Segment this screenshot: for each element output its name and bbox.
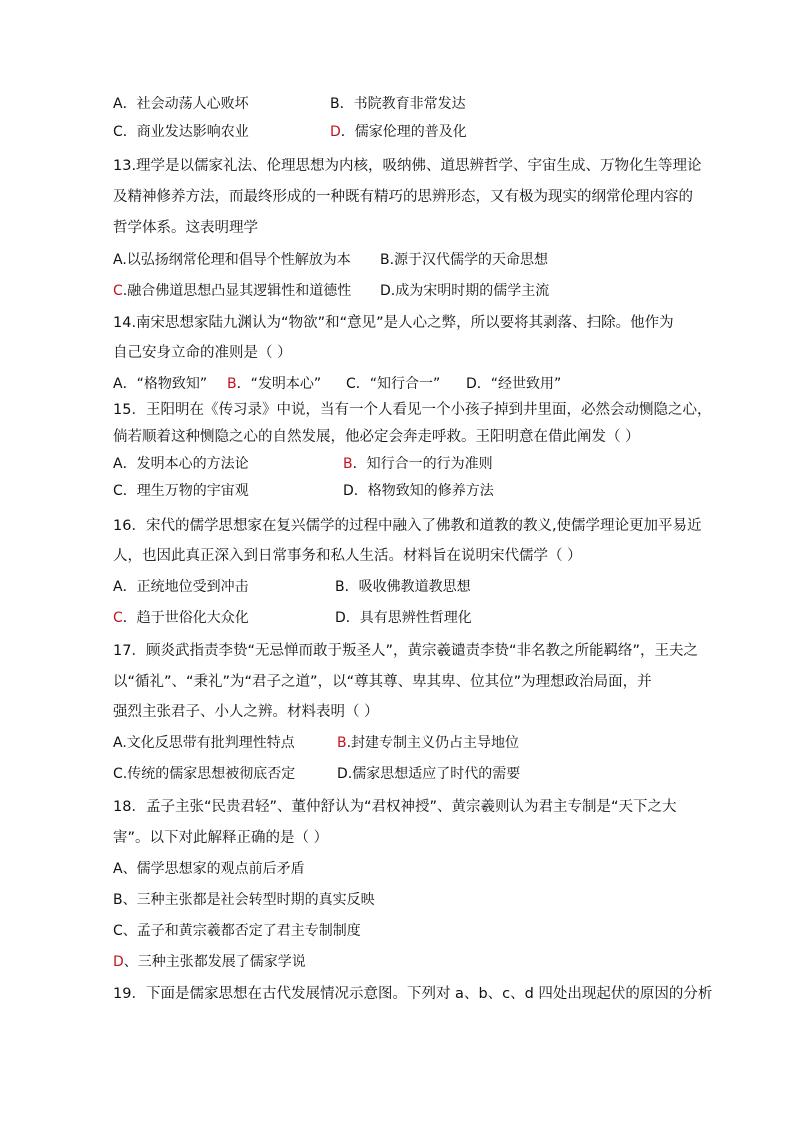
- q13-option-a: A.以弘扬纲常伦理和倡导个性解放为本: [113, 252, 351, 268]
- q16-option-b: B．吸收佛教道教思想: [335, 579, 471, 595]
- q14-option-d: D．“经世致用”: [466, 376, 562, 392]
- q18-stem-line-1: 18．孟子主张“民贵君轻”、董仲舒认为“君权神授”、黄宗羲则认为君主专制是“天下之大: [113, 799, 677, 815]
- q13-option-c: C.融合佛道思想凸显其逻辑性和道德性: [113, 283, 352, 299]
- q13-stem-line-3: 哲学体系。这表明理学: [113, 220, 258, 236]
- q14-stem-line-1: 14.南宋思想家陆九渊认为“物欲”和“意见”是人心之弊，所以要将其剥落、扫除。他作为: [113, 315, 674, 331]
- q13-stem-line-1: 13.理学是以儒家礼法、伦理思想为内核，吸纳佛、道思辨哲学、宇宙生成、万物化生等理论: [113, 158, 702, 174]
- q13-stem-line-2: 及精神修养方法，而最终形成的一种既有精巧的思辨形态，又有极为现实的纲常伦理内容的: [113, 189, 693, 205]
- q14-option-a: A．“格物致知”: [113, 376, 208, 392]
- answer-marker: C: [113, 283, 123, 299]
- q13-option-b: B.源于汉代儒学的天命思想: [380, 252, 549, 268]
- q19-stem-line-1: 19．下面是儒家思想在古代发展情况示意图。下列对 a、b、c、d 四处出现起伏的原因的分析: [113, 986, 713, 1002]
- q17-stem-line-1: 17．顾炎武指责李贽“无忌惮而敢于叛圣人”，黄宗羲谴责李贽“非名教之所能羁络”，王夫之: [113, 643, 698, 659]
- q16-option-a: A．正统地位受到冲击: [113, 579, 249, 595]
- q17-option-c: C.传统的儒家思想被彻底否定: [113, 766, 296, 782]
- q17-stem-line-2: 以“循礼”、“秉礼”为“君子之道”，以“尊其尊、卑其卑、位其位”为理想政治局面，并: [113, 674, 652, 690]
- answer-marker: B: [337, 735, 347, 751]
- q12-option-a: A．社会动荡人心败坏: [113, 96, 249, 112]
- q15-option-c: C．理生万物的宇宙观: [113, 483, 249, 499]
- q17-option-b: B.封建专制主义仍占主导地位: [337, 735, 520, 751]
- answer-marker: B: [343, 456, 353, 472]
- q17-stem-line-3: 强烈主张君子、小人之辨。材料表明（ ）: [113, 704, 379, 720]
- q18-option-a: A、儒学思想家的观点前后矛盾: [113, 861, 305, 877]
- q18-option-c: C、孟子和黄宗羲都否定了君主专制制度: [113, 923, 361, 939]
- q16-stem-line-1: 16．宋代的儒学思想家在复兴儒学的过程中融入了佛教和道教的教义,使儒学理论更加平易近: [113, 518, 702, 534]
- q15-option-d: D．格物致知的修养方法: [343, 483, 494, 499]
- q16-stem-line-2: 人，也因此真正深入到日常事务和私人生活。材料旨在说明宋代儒学（ ）: [113, 548, 582, 564]
- q14-stem-line-2: 自己安身立命的准则是（ ）: [113, 345, 292, 361]
- q12-option-d: D．儒家伦理的普及化: [330, 124, 467, 140]
- answer-marker: D: [113, 954, 124, 970]
- q16-option-d: D．具有思辨性哲理化: [335, 610, 472, 626]
- q12-option-c: C．商业发达影响农业: [113, 124, 249, 140]
- q17-option-a: A.文化反思带有批判理性特点: [113, 735, 295, 751]
- q15-stem-line-2: 倘若顺着这种恻隐之心的自然发展，他必定会奔走呼救。王阳明意在借此阐发（ ）: [113, 429, 640, 445]
- q18-stem-line-2: 害”。以下对此解释正确的是（ ）: [113, 830, 329, 846]
- q15-option-b: B．知行合一的行为准则: [343, 456, 493, 472]
- q14-option-c: C．“知行合一”: [346, 376, 441, 392]
- q18-option-d: D、三种主张都发展了儒家学说: [113, 954, 306, 970]
- q16-option-c: C．趋于世俗化大众化: [113, 610, 249, 626]
- q12-option-b: B．书院教育非常发达: [330, 96, 466, 112]
- q13-option-d: D.成为宋明时期的儒学主流: [380, 283, 550, 299]
- q15-stem-line-1: 15．王阳明在《传习录》中说，当有一个人看见一个小孩子掉到井里面，必然会动恻隐之心，: [113, 402, 712, 418]
- q17-option-d: D.儒家思想适应了时代的需要: [337, 766, 521, 782]
- q18-option-b: B、三种主张都是社会转型时期的真实反映: [113, 892, 375, 908]
- answer-marker: D: [330, 124, 341, 140]
- q15-option-a: A．发明本心的方法论: [113, 456, 249, 472]
- q14-option-b: B．“发明本心”: [227, 376, 322, 392]
- answer-marker: B: [227, 376, 237, 392]
- answer-marker: C: [113, 610, 123, 626]
